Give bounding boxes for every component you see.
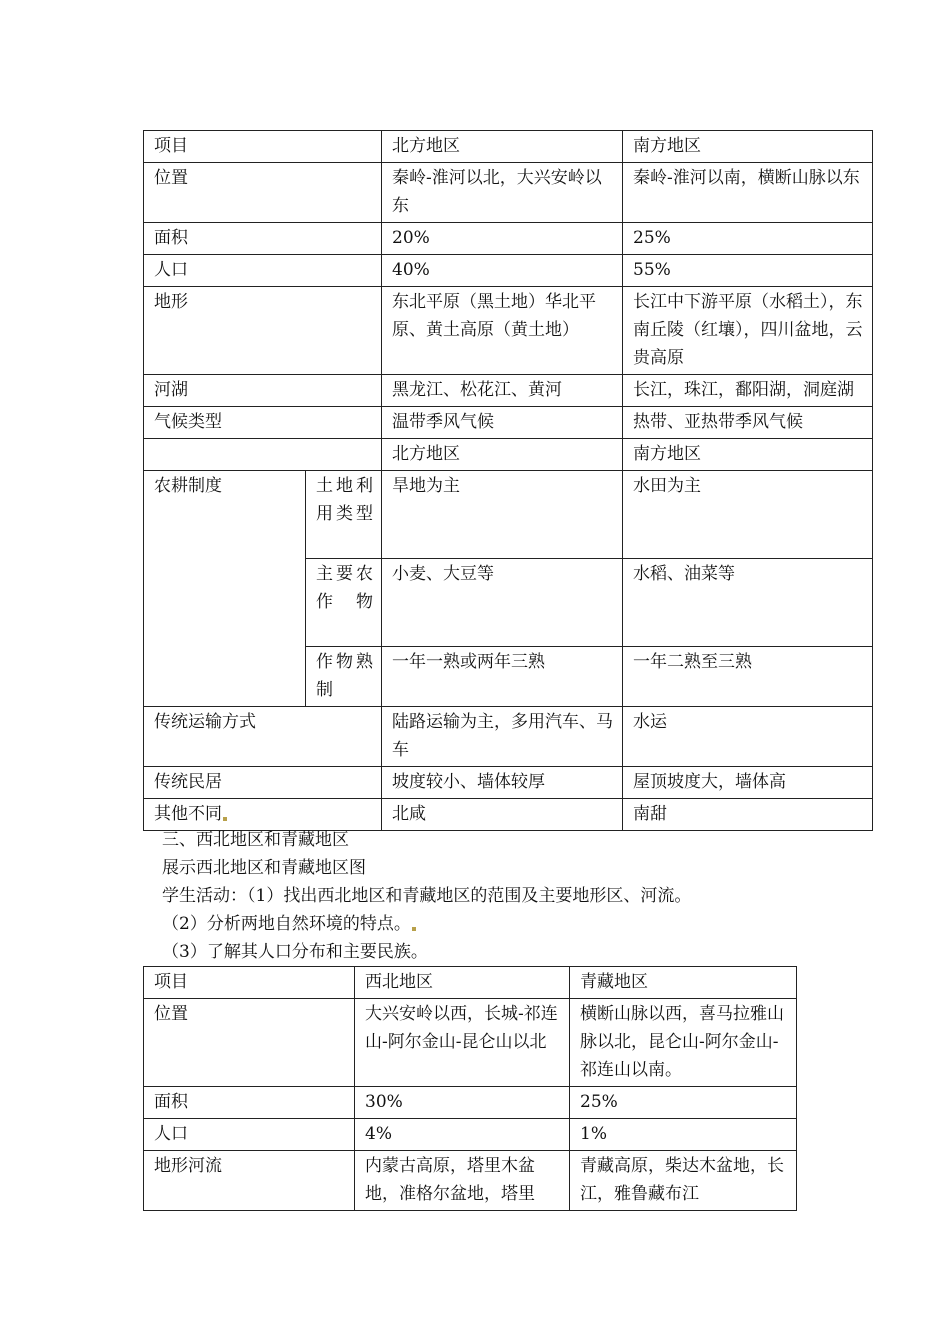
table-cell: 30% xyxy=(355,1087,570,1119)
sub-label-text: 土地利用类型 xyxy=(316,476,373,524)
table-cell: 40% xyxy=(382,255,623,287)
row-label: 面积 xyxy=(144,1087,355,1119)
table-row xyxy=(144,255,873,287)
row-label xyxy=(144,439,382,471)
paragraph: （3）了解其人口分布和主要民族。 xyxy=(162,942,428,962)
table-row xyxy=(144,131,873,163)
table-cell: 一年二熟至三熟 xyxy=(623,647,873,707)
table-row xyxy=(144,287,873,375)
table-cell: 陆路运输为主，多用汽车、马车 xyxy=(382,707,623,767)
table-cell: 一年一熟或两年三熟 xyxy=(382,647,623,707)
section-heading: 三、西北地区和青藏地区 xyxy=(162,830,349,850)
table-row xyxy=(144,375,873,407)
table-cell: 内蒙古高原，塔里木盆地，准格尔盆地，塔里 xyxy=(355,1151,570,1211)
paragraph xyxy=(162,910,416,938)
row-label: 人口 xyxy=(144,1119,355,1151)
header-cell: 北方地区 xyxy=(382,131,623,163)
table-row xyxy=(144,1119,797,1151)
header-cell: 项目 xyxy=(144,967,355,999)
row-label: 人口 xyxy=(144,255,382,287)
table-cell: 20% xyxy=(382,223,623,255)
table-cell: 水运 xyxy=(623,707,873,767)
row-label: 位置 xyxy=(144,999,355,1087)
table-cell: 北方地区 xyxy=(382,439,623,471)
table-cell: 热带、亚热带季风气候 xyxy=(623,407,873,439)
table-row xyxy=(144,223,873,255)
table-row xyxy=(144,967,797,999)
row-label: 农耕制度 xyxy=(144,471,306,707)
row-label: 传统运输方式 xyxy=(144,707,382,767)
sub-label-text: 主要农作物 xyxy=(316,564,373,612)
table-cell: 屋顶坡度大，墙体高 xyxy=(623,767,873,799)
header-cell: 青藏地区 xyxy=(570,967,797,999)
northwest-tibet-comparison-table xyxy=(143,966,797,1211)
row-label: 传统民居 xyxy=(144,767,382,799)
table-cell: 小麦、大豆等 xyxy=(382,559,623,647)
table-cell: 长江，珠江，鄱阳湖，洞庭湖 xyxy=(623,375,873,407)
row-label: 河湖 xyxy=(144,375,382,407)
table-cell: 青藏高原，柴达木盆地，长江，雅鲁藏布江 xyxy=(570,1151,797,1211)
table-row xyxy=(144,439,873,471)
paragraph: 学生活动：（1）找出西北地区和青藏地区的范围及主要地形区、河流。 xyxy=(162,886,692,906)
table-cell: 1% xyxy=(570,1119,797,1151)
table-row xyxy=(144,407,873,439)
row-label: 地形河流 xyxy=(144,1151,355,1211)
table-cell: 55% xyxy=(623,255,873,287)
table-cell: 温带季风气候 xyxy=(382,407,623,439)
row-label: 气候类型 xyxy=(144,407,382,439)
north-south-comparison-table xyxy=(143,130,873,831)
paragraph: 展示西北地区和青藏地区图 xyxy=(162,858,366,878)
table-cell: 南方地区 xyxy=(623,439,873,471)
table-cell: 秦岭-淮河以北，大兴安岭以东 xyxy=(382,163,623,223)
table-row xyxy=(144,707,873,767)
table-cell: 大兴安岭以西，长城-祁连山-阿尔金山-昆仑山以北 xyxy=(355,999,570,1087)
sub-label-text: 作物熟制 xyxy=(316,652,373,700)
table-cell: 旱地为主 xyxy=(382,471,623,559)
table-cell: 25% xyxy=(570,1087,797,1119)
sub-label xyxy=(306,471,382,559)
row-label: 地形 xyxy=(144,287,382,375)
marker-dot xyxy=(412,927,416,931)
table-row xyxy=(144,471,873,559)
table-cell: 黑龙江、松花江、黄河 xyxy=(382,375,623,407)
sub-label xyxy=(306,647,382,707)
table-cell: 东北平原（黑土地）华北平原、黄土高原（黄土地） xyxy=(382,287,623,375)
table-cell: 横断山脉以西，喜马拉雅山脉以北，昆仑山-阿尔金山-祁连山以南。 xyxy=(570,999,797,1087)
row-label: 位置 xyxy=(144,163,382,223)
table-row xyxy=(144,163,873,223)
table-cell: 长江中下游平原（水稻土），东南丘陵（红壤），四川盆地，云贵高原 xyxy=(623,287,873,375)
header-cell: 南方地区 xyxy=(623,131,873,163)
table-cell: 坡度较小、墙体较厚 xyxy=(382,767,623,799)
table-cell: 秦岭-淮河以南，横断山脉以东 xyxy=(623,163,873,223)
table-cell: 4% xyxy=(355,1119,570,1151)
paragraph-text: （2）分析两地自然环境的特点。 xyxy=(162,914,411,934)
row-label: 面积 xyxy=(144,223,382,255)
table-row xyxy=(144,999,797,1087)
table-row xyxy=(144,767,873,799)
table-row xyxy=(144,1087,797,1119)
table-cell: 南甜 xyxy=(623,799,873,831)
table-cell: 北咸 xyxy=(382,799,623,831)
sub-label xyxy=(306,559,382,647)
table-cell: 水田为主 xyxy=(623,471,873,559)
table-cell: 水稻、油菜等 xyxy=(623,559,873,647)
marker-dot xyxy=(223,817,227,821)
header-cell: 西北地区 xyxy=(355,967,570,999)
header-cell: 项目 xyxy=(144,131,382,163)
row-label-text: 其他不同 xyxy=(154,804,222,824)
table-row xyxy=(144,1151,797,1211)
table-cell: 25% xyxy=(623,223,873,255)
